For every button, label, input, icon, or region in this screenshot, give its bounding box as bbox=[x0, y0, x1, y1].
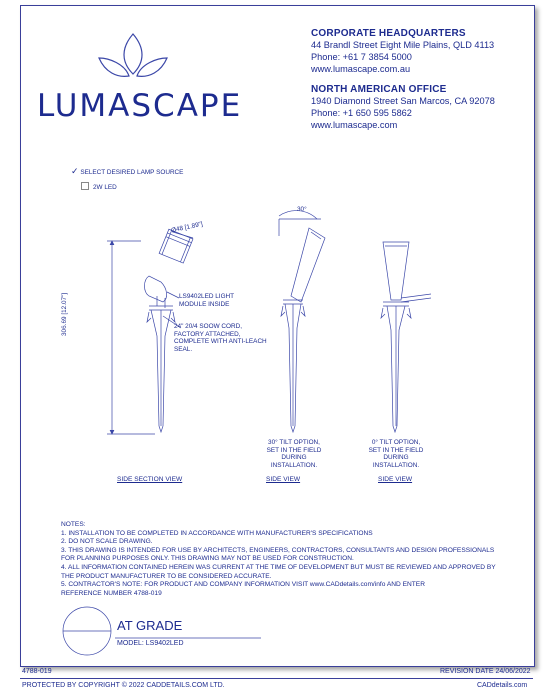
diameter-dim: Ø48 [1.89"] bbox=[170, 220, 204, 235]
hq-heading: CORPORATE HEADQUARTERS bbox=[311, 28, 466, 39]
cord-callout bbox=[174, 323, 267, 353]
cord-callout-line: 24" 20/4 SOOW CORD, bbox=[174, 323, 242, 330]
angle-dim: 30° bbox=[297, 206, 307, 213]
note-line: 1. INSTALLATION TO BE COMPLETED IN ACCORDANCE WITH MANUFACTURER'S SPECIFICATIONS bbox=[61, 529, 373, 537]
module-callout-line: MODULE INSIDE bbox=[179, 300, 230, 308]
tilt30-line: SET IN THE FIELD bbox=[266, 446, 322, 454]
na-heading: NORTH AMERICAN OFFICE bbox=[311, 84, 447, 95]
reference-number: 4788-019 bbox=[22, 668, 52, 675]
na-phone: Phone: +1 650 595 5862 bbox=[311, 108, 412, 118]
cord-callout-line: FACTORY ATTACHED, bbox=[174, 330, 241, 338]
module-callout-line: LS9402LED LIGHT bbox=[179, 293, 235, 300]
note-line: 3. THIS DRAWING IS INTENDED FOR USE BY ARCHITECTS, ENGINEERS, CONTRACTORS, CONSULTANTS AND DESIGN PROFESSIONALS bbox=[61, 546, 495, 554]
hq-address: 44 Brandl Street Eight Mile Plains, QLD 4113 bbox=[311, 40, 495, 50]
checkmark-icon: ✓ bbox=[71, 166, 79, 176]
note-line: FOR PLANNING PURPOSES ONLY. THIS DRAWING MAY NOT BE USED FOR CONSTRUCTION. bbox=[61, 555, 354, 563]
footer-divider bbox=[20, 678, 533, 679]
tilt30-line: 30° TILT OPTION, bbox=[268, 439, 320, 446]
na-address: 1940 Diamond Street San Marcos, CA 92078 bbox=[311, 96, 495, 106]
company-logo-text: LUMASCAPE bbox=[37, 88, 243, 124]
notes-heading: NOTES: bbox=[61, 521, 86, 528]
revision-date: REVISION DATE 24/06/2022 bbox=[440, 668, 531, 675]
na-web[interactable]: www.lumascape.com bbox=[311, 120, 398, 130]
tilt30-line: DURING INSTALLATION. bbox=[270, 454, 318, 469]
caption-side-view-0: SIDE VIEW bbox=[378, 476, 413, 483]
hq-web[interactable]: www.lumascape.com.au bbox=[311, 64, 411, 74]
module-callout bbox=[179, 293, 234, 308]
note-line: REFERENCE NUMBER 4788-019 bbox=[61, 589, 162, 597]
option-label: 2W LED bbox=[93, 183, 117, 191]
hq-phone: Phone: +61 7 3854 5000 bbox=[311, 52, 412, 62]
cord-callout-line: COMPLETE WITH ANTI-LEACH bbox=[174, 338, 267, 346]
notes-block bbox=[61, 521, 521, 598]
note-line: THE PRODUCT MANUFACTURER TO BE CONSIDERED ACCURATE. bbox=[61, 572, 272, 580]
cord-callout-line: SEAL. bbox=[174, 345, 193, 353]
tilt30-note bbox=[259, 439, 329, 469]
tilt0-line: SET IN THE FIELD bbox=[368, 446, 424, 454]
caddetails-link[interactable]: CADdetails.com bbox=[477, 682, 528, 689]
model-number: MODEL: LS9402LED bbox=[117, 640, 184, 647]
note-line: 2. DO NOT SCALE DRAWING. bbox=[61, 538, 153, 546]
caption-section-view: SIDE SECTION VIEW bbox=[117, 476, 183, 483]
height-dim: 306.69 [12.07"] bbox=[61, 292, 68, 336]
section-head bbox=[159, 229, 193, 263]
tilt0-line: 0° TILT OPTION, bbox=[371, 439, 421, 446]
caption-side-view-30: SIDE VIEW bbox=[266, 476, 301, 483]
select-lamp-title: SELECT DESIRED LAMP SOURCE bbox=[80, 169, 184, 176]
tilt0-note bbox=[361, 439, 431, 469]
drawing-title: AT GRADE bbox=[117, 618, 183, 633]
copyright-text: PROTECTED BY COPYRIGHT © 2022 CADDETAILS.COM LTD. bbox=[22, 682, 225, 689]
tilt0-line: DURING INSTALLATION. bbox=[372, 454, 420, 469]
note-line: 5. CONTRACTOR'S NOTE: FOR PRODUCT AND COMPANY INFORMATION VISIT www.CADdetails.com/info AND ENTER bbox=[61, 581, 425, 589]
drawing-sheet bbox=[20, 5, 535, 667]
note-line: 4. ALL INFORMATION CONTAINED HEREIN WAS CURRENT AT THE TIME OF DEVELOPMENT BUT MUST BE REVIEWED AND APPROVED BY bbox=[61, 563, 496, 571]
